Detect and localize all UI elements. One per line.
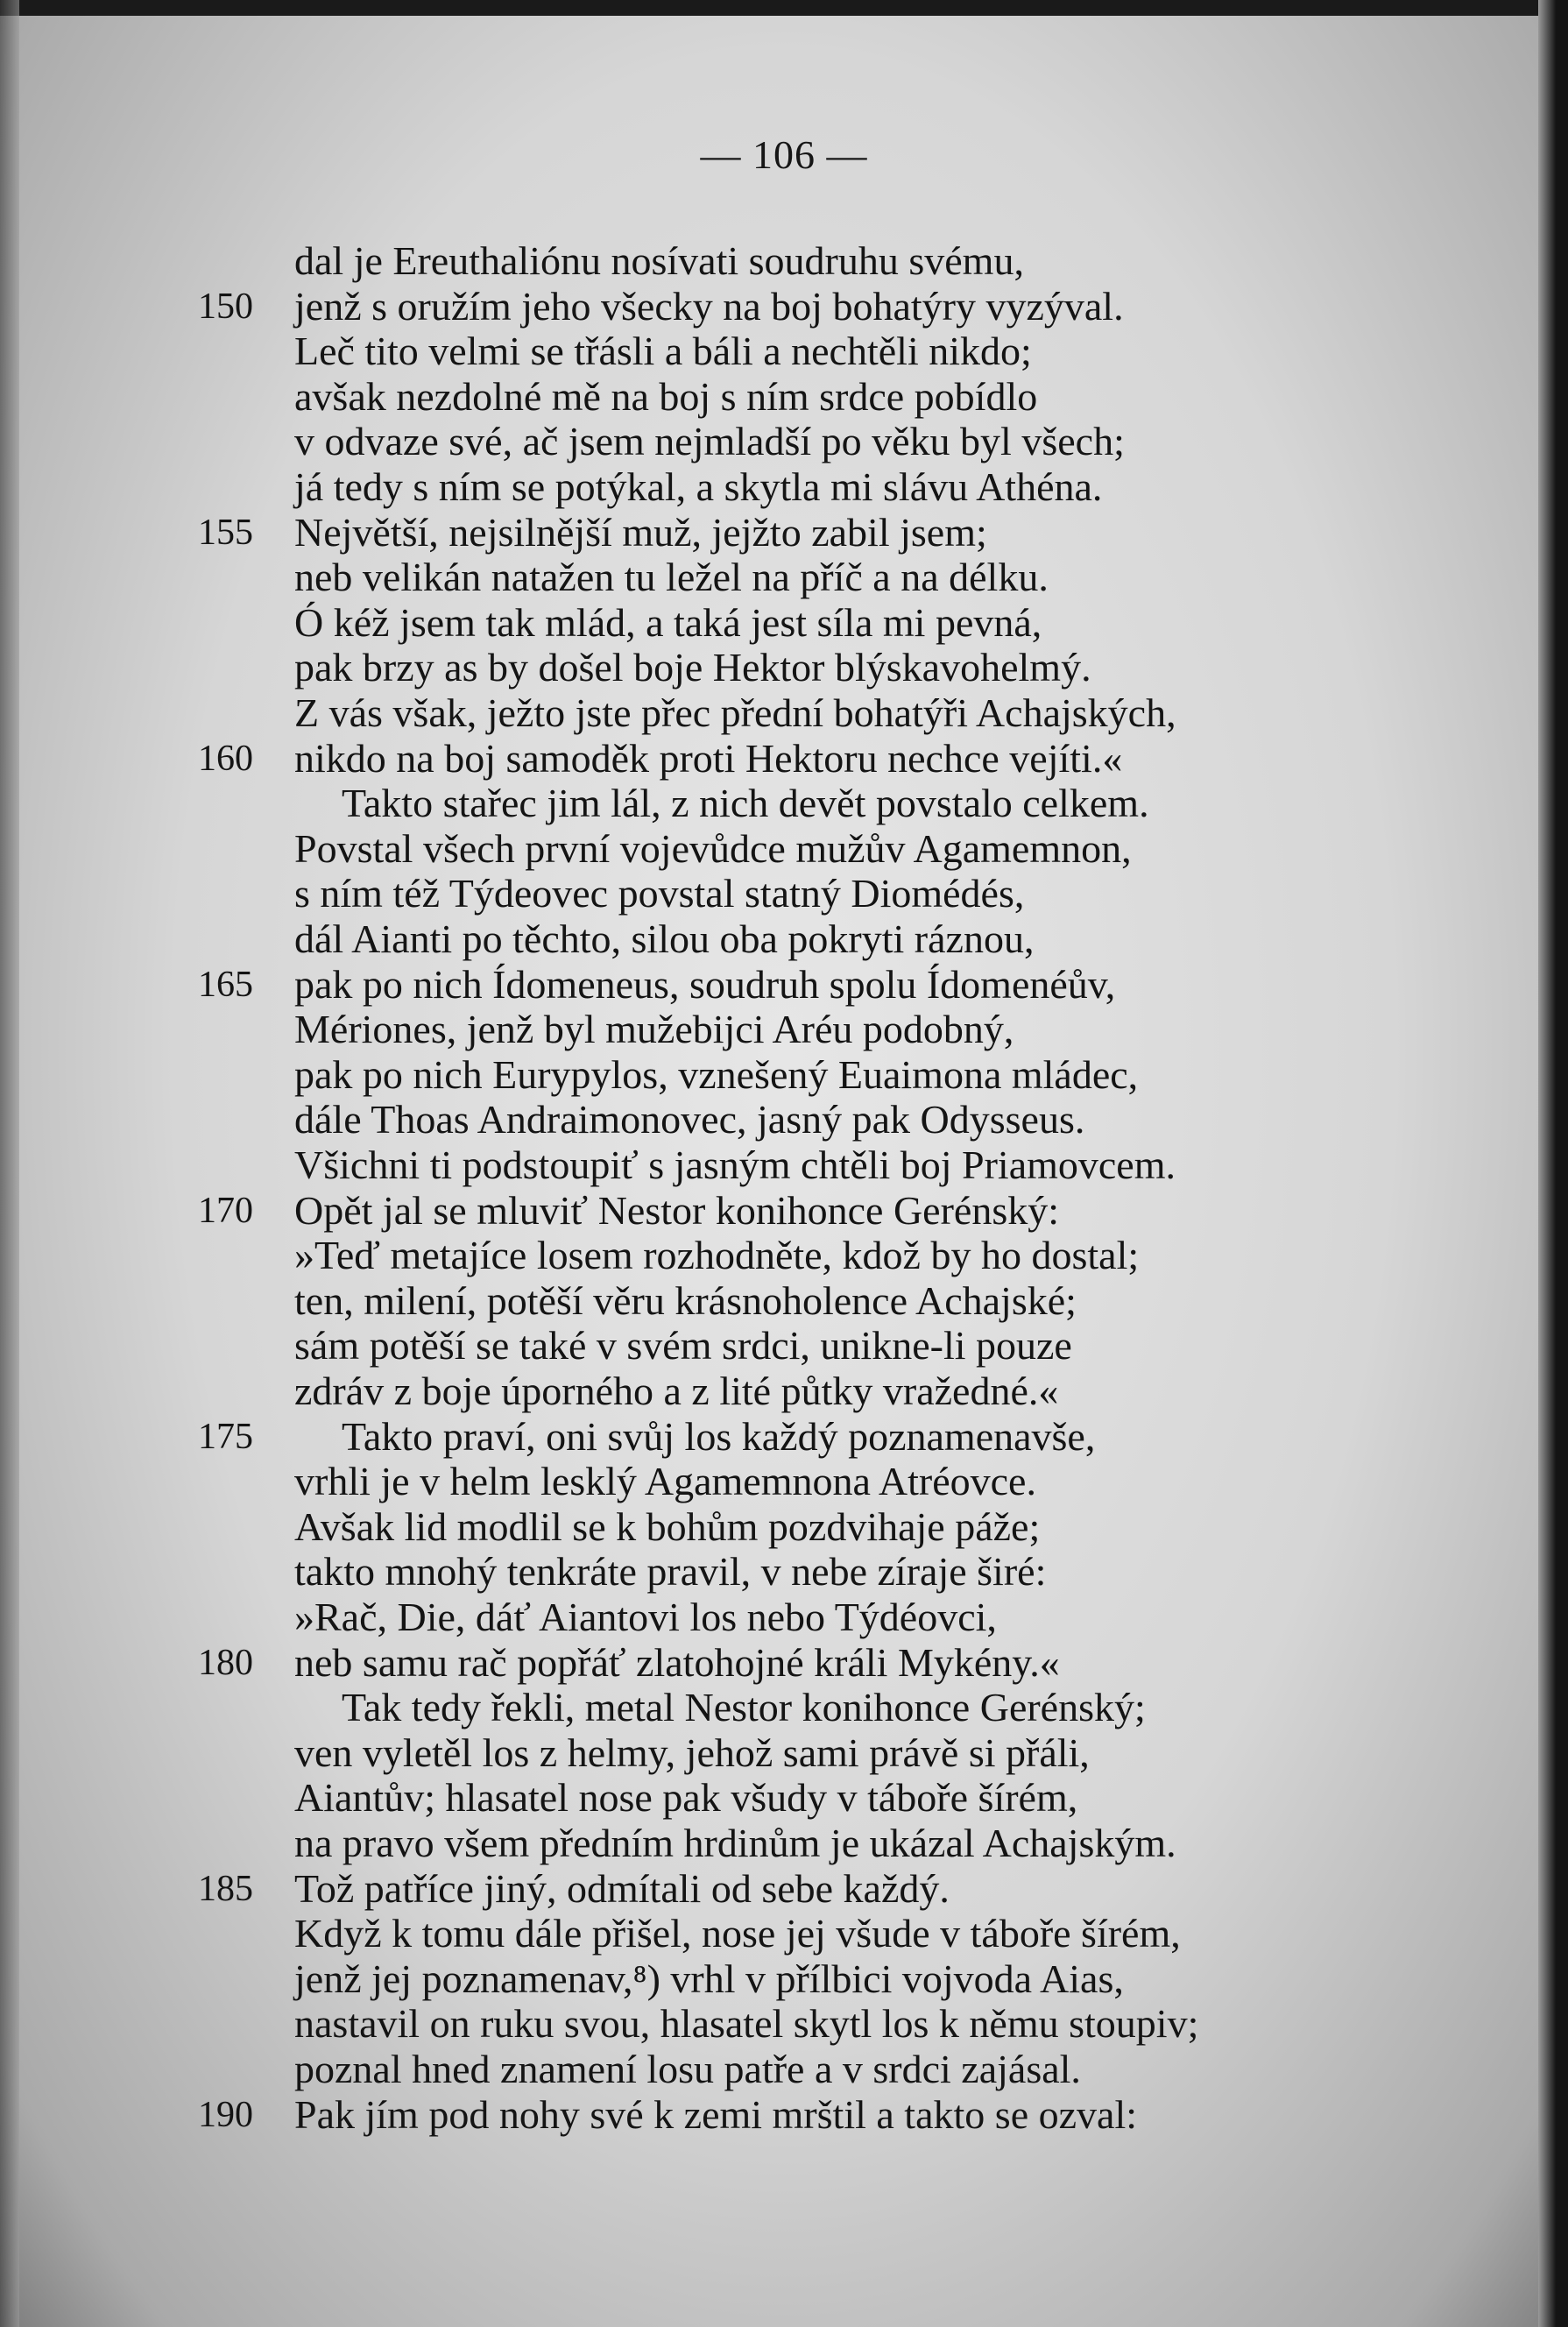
verse-line: [0, 555, 1568, 600]
verse-line: [0, 1323, 1568, 1369]
verse-line: [0, 600, 1568, 646]
verse-line: [0, 2047, 1568, 2092]
verse-line: [0, 419, 1568, 464]
verse-text: Opět jal se mluviť Nestor konihonce Gerénský:: [294, 1187, 1060, 1233]
verse-text: Avšak lid modlil se k bohům pozdvihaje páže;: [294, 1503, 1041, 1549]
verse-line: [0, 1233, 1568, 1278]
verse-line: [0, 1504, 1568, 1550]
verse-line: [0, 374, 1568, 420]
verse-line: [0, 826, 1568, 872]
verse-line: [0, 238, 1568, 284]
verse-line: [0, 2092, 1568, 2138]
line-number: 175: [198, 1416, 253, 1457]
verse-text: Tož patříce jiný, odmítali od sebe každý.: [294, 1865, 950, 1911]
line-number: 150: [198, 286, 253, 327]
verse-text: poznal hned znamení losu patře a v srdci zajásal.: [294, 2047, 1081, 2091]
verse-line: [0, 1775, 1568, 1821]
line-number: 190: [198, 2094, 253, 2135]
verse-line: [0, 1640, 1568, 1686]
line-number: 180: [198, 1642, 253, 1683]
verse-line: [0, 871, 1568, 916]
verse-text: ten, milení, potěší věru krásnoholence Achajské;: [294, 1277, 1077, 1323]
verse-line: [0, 464, 1568, 510]
verse-text: zdráv z boje úporného a z lité půtky vražedné.«: [294, 1369, 1059, 1413]
verse-text: »Rač, Die, dáť Aiantovi los nebo Týdéovci,: [294, 1595, 997, 1639]
verse-text: dále Thoas Andraimonovec, jasný pak Odysseus.: [294, 1097, 1085, 1142]
verse-line: [0, 962, 1568, 1008]
verse-text: v odvaze své, ač jsem nejmladší po věku byl všech;: [294, 419, 1125, 464]
verse-line: [0, 1595, 1568, 1640]
verse-line: [0, 1052, 1568, 1098]
verse-text: Pak jím pod nohy své k zemi mrštil a takto se ozval:: [294, 2091, 1138, 2137]
verse-line: [0, 1414, 1568, 1460]
verse-line: [0, 2001, 1568, 2047]
verse-line: [0, 1097, 1568, 1142]
verse-line: [0, 1956, 1568, 2002]
verse-text: Aiantův; hlasatel nose pak všudy v táboře šírém,: [294, 1775, 1078, 1821]
verse-line: [0, 690, 1568, 736]
verse-line: [0, 916, 1568, 962]
verse-line: [0, 1188, 1568, 1234]
verse-text: Tak tedy řekli, metal Nestor konihonce Gerénský;: [342, 1685, 1146, 1730]
verse-line: [0, 781, 1568, 826]
verse-text: nikdo na boj samoděk proti Hektoru nechce vejíti.«: [294, 735, 1123, 781]
line-number: 160: [198, 738, 253, 779]
verse-line: [0, 284, 1568, 329]
verse-line: [0, 1730, 1568, 1776]
verse-line: [0, 1007, 1568, 1052]
verse-line: [0, 510, 1568, 555]
line-number: 185: [198, 1868, 253, 1909]
verse-line: [0, 1459, 1568, 1504]
verse-text: jenž jej poznamenav,⁸) vrhl v přílbici vojvoda Aias,: [294, 1956, 1124, 2001]
verse-text: ven vyletěl los z helmy, jehož sami právě si přáli,: [294, 1729, 1090, 1775]
verse-text: Mériones, jenž byl mužebijci Aréu podobný,: [294, 1007, 1014, 1052]
verse-text: pak po nich Eurypylos, vznešený Euaimona mládec,: [294, 1051, 1139, 1097]
verse-text: na pravo všem předním hrdinům je ukázal Achajským.: [294, 1821, 1176, 1865]
scan-border-top: [0, 0, 1568, 16]
verse-line: [0, 1369, 1568, 1414]
verse-text: neb velikán natažen tu ležel na příč a na délku.: [294, 555, 1049, 600]
verse-text: Takto praví, oni svůj los každý poznamenavše,: [342, 1413, 1096, 1459]
verse-text: pak brzy as by došel boje Hektor blýskavohelmý.: [294, 645, 1091, 690]
verse-text: Největší, nejsilnější muž, jejžto zabil jsem;: [294, 509, 987, 555]
verse-text: já tedy s ním se potýkal, a skytla mi slávu Athéna.: [294, 464, 1103, 509]
verse-line: [0, 1549, 1568, 1595]
verse-text: sám potěší se také v svém srdci, unikne-li pouze: [294, 1323, 1072, 1369]
verse-text: avšak nezdolné mě na boj s ním srdce pobídlo: [294, 373, 1038, 419]
verse-text: Když k tomu dále přišel, nose jej všude v táboře šírém,: [294, 1911, 1181, 1956]
verse-text: nastavil on ruku svou, hlasatel skytl los k němu stoupiv;: [294, 2001, 1199, 2047]
verse-line: [0, 329, 1568, 374]
verse-line: [0, 1142, 1568, 1188]
verse-text: Všichni ti podstoupiť s jasným chtěli boj Priamovcem.: [294, 1142, 1176, 1187]
verse-text: Ó kéž jsem tak mlád, a taká jest síla mi pevná,: [294, 599, 1042, 645]
verse-line: [0, 1911, 1568, 1956]
verse-line: [0, 1821, 1568, 1866]
verse-text: Z vás však, ježto jste přec přední bohatýři Achajských,: [294, 690, 1176, 735]
verse-text: neb samu rač popřáť zlatohojné králi Mykény.«: [294, 1639, 1060, 1685]
verse-text: pak po nich Ídomeneus, soudruh spolu Ídomenéův,: [294, 961, 1116, 1007]
verse-line: [0, 645, 1568, 690]
verse-text: vrhli je v helm lesklý Agamemnona Atréovce.: [294, 1459, 1036, 1504]
line-number: 155: [198, 512, 253, 553]
verse-text: »Teď metajíce losem rozhodněte, kdož by ho dostal;: [294, 1233, 1140, 1278]
verse-text: Leč tito velmi se třásli a báli a nechtěli nikdo;: [294, 329, 1032, 374]
verse-text: Takto stařec jim lál, z nich devět povstalo celkem.: [342, 781, 1149, 826]
verse-text: dal je Ereuthaliónu nosívati soudruhu svému,: [294, 238, 1024, 283]
page-number: — 106 —: [700, 132, 868, 177]
verse-text: s ním též Týdeovec povstal statný Diomédés,: [294, 871, 1025, 916]
verse-text: Povstal všech první vojevůdce mužův Agamemnon,: [294, 825, 1132, 871]
verse-line: [0, 736, 1568, 782]
line-number: 170: [198, 1190, 253, 1231]
verse-line: [0, 1278, 1568, 1324]
verse-line: [0, 1866, 1568, 1912]
line-number: 165: [198, 964, 253, 1005]
verse-text: takto mnohý tenkráte pravil, v nebe zíraje širé:: [294, 1549, 1047, 1595]
verse-text: dál Aianti po těchto, silou oba pokryti ráznou,: [294, 916, 1035, 961]
verse-text: jenž s oružím jeho všecky na boj bohatýry vyzýval.: [294, 283, 1124, 329]
verse-line: [0, 1685, 1568, 1730]
